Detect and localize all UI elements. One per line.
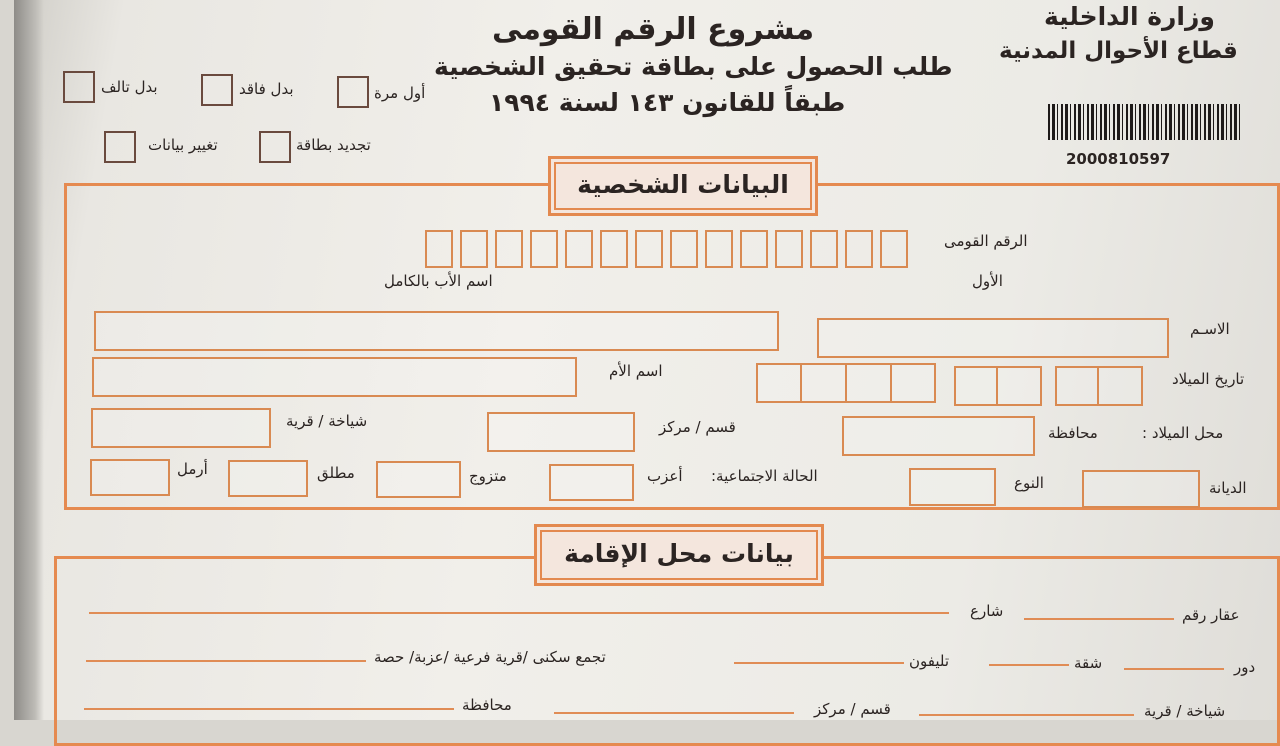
residence-section-title: بيانات محل الإقامة — [534, 524, 824, 586]
personal-section-title: البيانات الشخصية — [548, 156, 818, 216]
birth-district-label: قسم / مركز — [659, 418, 736, 436]
national-id-digit[interactable] — [880, 230, 908, 268]
project-title: مشروع الرقم القومى — [492, 12, 815, 47]
married-label: متزوج — [469, 467, 507, 485]
national-id-digit[interactable] — [460, 230, 488, 268]
paper-shadow-edge — [14, 0, 44, 720]
father-name-label: اسم الأب بالكامل — [384, 272, 493, 290]
renewal-checkbox[interactable] — [259, 131, 291, 163]
national-id-digit[interactable] — [425, 230, 453, 268]
national-id-digit[interactable] — [705, 230, 733, 268]
married-box[interactable] — [376, 461, 461, 498]
national-id-digit[interactable] — [530, 230, 558, 268]
residence-governorate-line[interactable] — [84, 708, 454, 710]
birth-year-divider — [800, 365, 802, 401]
mother-name-input[interactable] — [92, 357, 577, 397]
property-number-label: عقار رقم — [1182, 606, 1240, 624]
birth-place-label: محل الميلاد : — [1142, 424, 1224, 442]
first-name-label: الأول — [972, 272, 1003, 290]
birth-month-input[interactable] — [954, 366, 1042, 406]
birth-governorate-input[interactable] — [842, 416, 1035, 456]
divorced-box[interactable] — [228, 460, 308, 497]
marital-status-label: الحالة الاجتماعية: — [711, 467, 818, 485]
birth-day-divider — [1097, 368, 1099, 404]
serial-number: 2000810597 — [1066, 150, 1171, 168]
first-time-checkbox[interactable] — [337, 76, 369, 108]
birth-village-input[interactable] — [91, 408, 271, 448]
residence-village-label: شياخة / قرية — [1144, 702, 1226, 720]
data-change-label: تغيير بيانات — [148, 136, 218, 154]
first-name-input[interactable] — [817, 318, 1169, 358]
renewal-label: تجديد بطاقة — [296, 136, 371, 154]
national-id-digit[interactable] — [740, 230, 768, 268]
street-label: شارع — [970, 602, 1004, 620]
single-label: أعزب — [647, 467, 683, 485]
floor-label: دور — [1234, 658, 1256, 676]
national-id-digit[interactable] — [670, 230, 698, 268]
national-id-digit[interactable] — [495, 230, 523, 268]
ministry-name: وزارة الداخلية — [1044, 2, 1215, 31]
request-title: طلب الحصول على بطاقة تحقيق الشخصية — [434, 52, 953, 81]
residence-village-line[interactable] — [919, 714, 1134, 716]
apartment-line[interactable] — [989, 664, 1069, 666]
gender-input[interactable] — [909, 468, 996, 506]
national-id-digit[interactable] — [565, 230, 593, 268]
birth-village-label: شياخة / قرية — [286, 412, 368, 430]
form-paper — [14, 0, 1280, 720]
phone-line[interactable] — [734, 662, 904, 664]
residence-district-label: قسم / مركز — [814, 700, 891, 718]
data-change-checkbox[interactable] — [104, 131, 136, 163]
national-id-digit[interactable] — [845, 230, 873, 268]
birth-day-input[interactable] — [1055, 366, 1143, 406]
single-box[interactable] — [549, 464, 634, 501]
birth-date-label: تاريخ الميلاد — [1172, 370, 1245, 388]
national-id-label: الرقم القومى — [944, 232, 1028, 250]
birth-governorate-label: محافظة — [1048, 424, 1098, 442]
gender-label: النوع — [1014, 474, 1044, 492]
settlement-label: تجمع سكنى /قرية فرعية /عزبة/ حصة — [374, 648, 606, 666]
birth-district-input[interactable] — [487, 412, 635, 452]
birth-month-divider — [996, 368, 998, 404]
lost-checkbox[interactable] — [201, 74, 233, 106]
widowed-label: أرمل — [177, 460, 208, 478]
mother-name-label: اسم الأم — [609, 362, 663, 380]
religion-label: الديانة — [1209, 479, 1247, 497]
floor-line[interactable] — [1124, 668, 1224, 670]
father-name-input[interactable] — [94, 311, 779, 351]
street-line[interactable] — [89, 612, 949, 614]
law-reference: طبقاً للقانون ١٤٣ لسنة ١٩٩٤ — [489, 88, 846, 117]
residence-district-line[interactable] — [554, 712, 794, 714]
barcode — [1048, 104, 1242, 140]
residence-governorate-label: محافظة — [462, 696, 512, 714]
name-label: الاسـم — [1190, 320, 1230, 338]
lost-label: بدل فاقد — [239, 80, 294, 98]
birth-year-divider — [845, 365, 847, 401]
settlement-line[interactable] — [86, 660, 366, 662]
property-number-line[interactable] — [1024, 618, 1174, 620]
birth-year-divider — [890, 365, 892, 401]
divorced-label: مطلق — [317, 464, 355, 482]
first-time-label: أول مرة — [374, 84, 426, 102]
religion-input[interactable] — [1082, 470, 1200, 508]
sector-name: قطاع الأحوال المدنية — [999, 38, 1238, 64]
widowed-box[interactable] — [90, 459, 170, 496]
national-id-digit[interactable] — [775, 230, 803, 268]
national-id-digit[interactable] — [635, 230, 663, 268]
damaged-label: بدل تالف — [101, 78, 158, 96]
national-id-digit[interactable] — [810, 230, 838, 268]
apartment-label: شقة — [1074, 654, 1103, 672]
national-id-digit[interactable] — [600, 230, 628, 268]
phone-label: تليفون — [909, 652, 950, 670]
damaged-checkbox[interactable] — [63, 71, 95, 103]
